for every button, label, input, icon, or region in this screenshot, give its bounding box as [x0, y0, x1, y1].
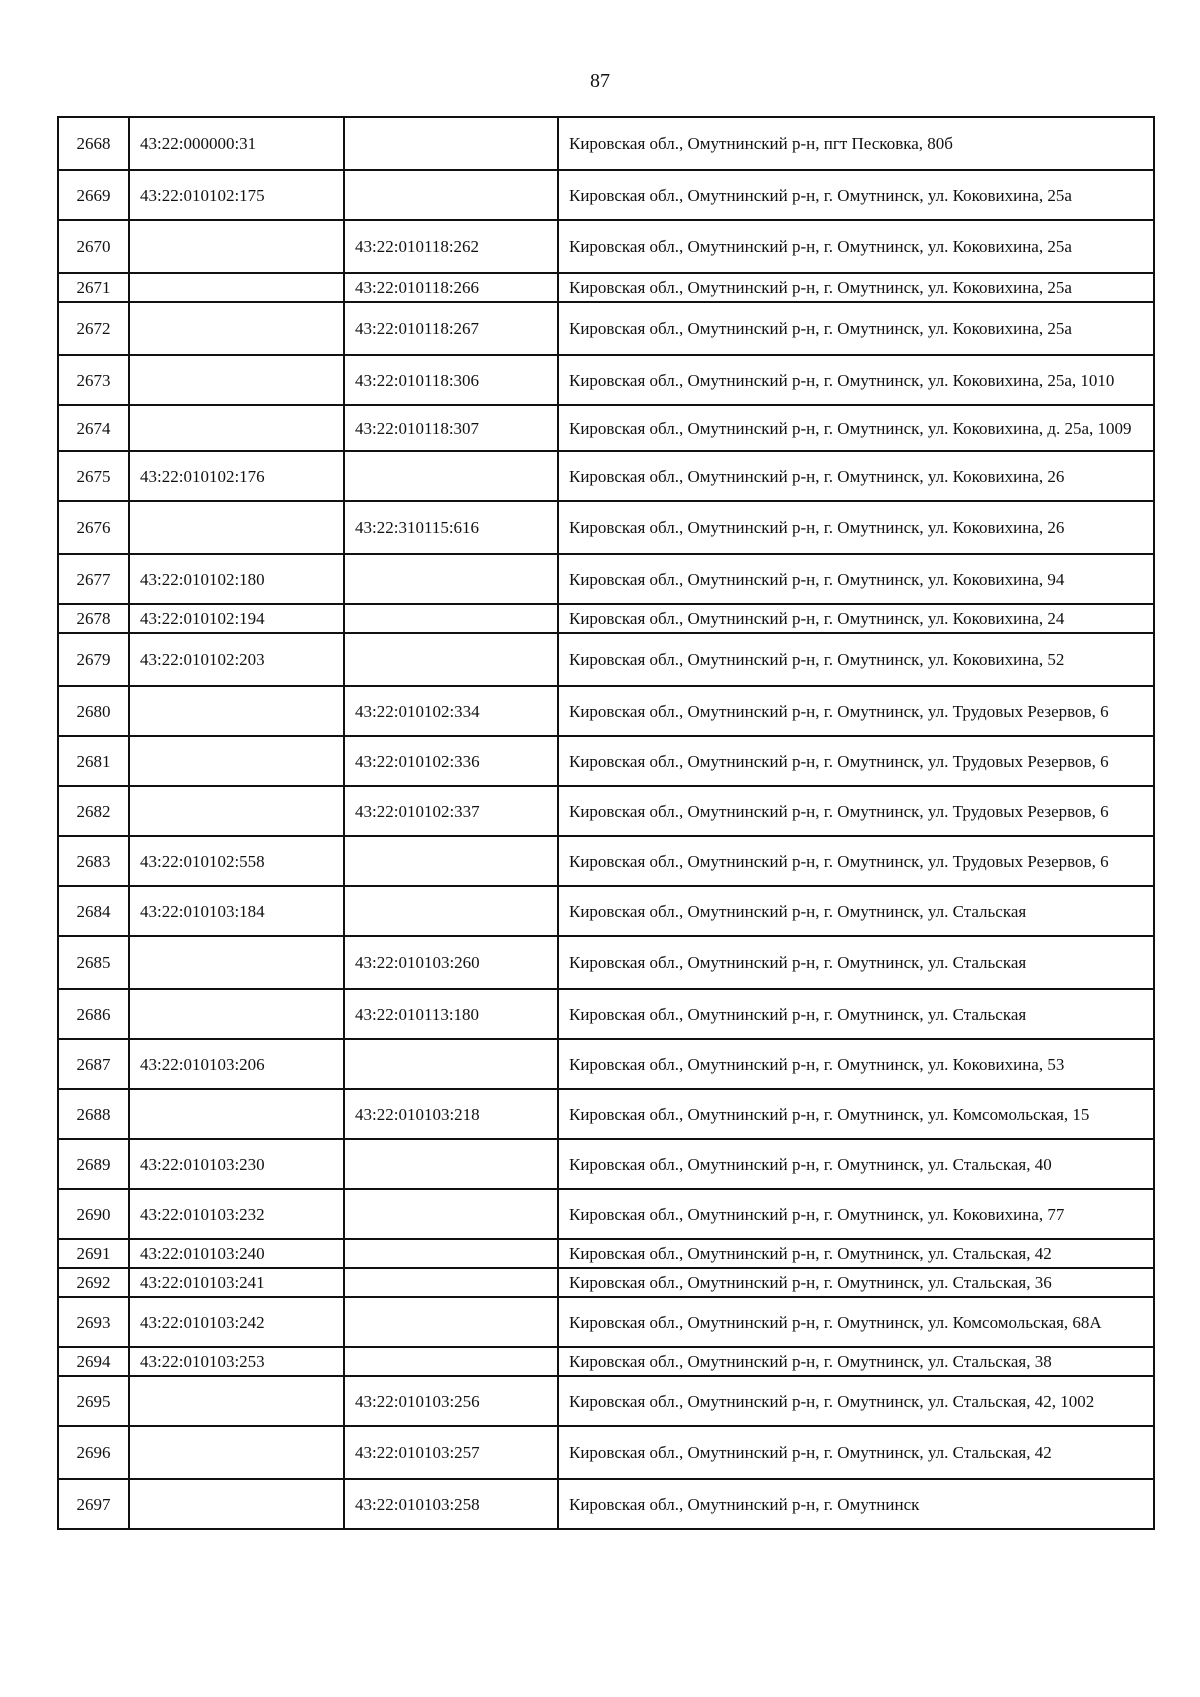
cadastral-number-building: [344, 1139, 558, 1189]
address-cell: Кировская обл., Омутнинский р-н, г. Омутнинск, ул. Коковихина, 25а, 1010: [558, 355, 1154, 405]
row-number: 2683: [58, 836, 129, 886]
table-row: [58, 554, 1154, 604]
row-number: 2678: [58, 604, 129, 633]
cadastral-number-building: 43:22:010102:334: [344, 686, 558, 736]
table-row: [58, 355, 1154, 405]
address-cell: Кировская обл., Омутнинский р-н, г. Омутнинск, ул. Трудовых Резервов, 6: [558, 736, 1154, 786]
table-row: [58, 1039, 1154, 1089]
row-number: 2669: [58, 170, 129, 220]
cadastral-number-land: 43:22:010102:180: [129, 554, 344, 604]
cadastral-number-land: [129, 501, 344, 554]
row-number: 2682: [58, 786, 129, 836]
cadastral-number-land: [129, 220, 344, 273]
address-cell: Кировская обл., Омутнинский р-н, г. Омутнинск, ул. Комсомольская, 15: [558, 1089, 1154, 1139]
row-number: 2677: [58, 554, 129, 604]
registry-table-body: [58, 117, 1154, 1529]
address-cell: Кировская обл., Омутнинский р-н, г. Омутнинск, ул. Коковихина, 26: [558, 501, 1154, 554]
row-number: 2676: [58, 501, 129, 554]
row-number: 2694: [58, 1347, 129, 1376]
address-cell: Кировская обл., Омутнинский р-н, г. Омутнинск, ул. Коковихина, 25а: [558, 273, 1154, 302]
cadastral-number-land: 43:22:010102:203: [129, 633, 344, 686]
row-number: 2680: [58, 686, 129, 736]
cadastral-number-building: 43:22:010113:180: [344, 989, 558, 1039]
cadastral-number-land: 43:22:010102:558: [129, 836, 344, 886]
cadastral-number-land: [129, 1376, 344, 1426]
row-number: 2685: [58, 936, 129, 989]
table-row: [58, 936, 1154, 989]
cadastral-number-building: [344, 117, 558, 170]
cadastral-number-land: 43:22:010103:242: [129, 1297, 344, 1347]
table-row: [58, 836, 1154, 886]
address-cell: Кировская обл., Омутнинский р-н, г. Омутнинск: [558, 1479, 1154, 1529]
row-number: 2690: [58, 1189, 129, 1239]
row-number: 2688: [58, 1089, 129, 1139]
table-row: [58, 1479, 1154, 1529]
cadastral-number-land: [129, 1089, 344, 1139]
table-row: [58, 1426, 1154, 1479]
cadastral-number-building: 43:22:010118:266: [344, 273, 558, 302]
cadastral-number-land: [129, 936, 344, 989]
address-cell: Кировская обл., Омутнинский р-н, г. Омутнинск, ул. Стальская: [558, 886, 1154, 936]
address-cell: Кировская обл., Омутнинский р-н, г. Омутнинск, ул. Коковихина, 53: [558, 1039, 1154, 1089]
cadastral-number-building: 43:22:010103:256: [344, 1376, 558, 1426]
table-row: [58, 1089, 1154, 1139]
cadastral-number-building: [344, 1039, 558, 1089]
row-number: 2697: [58, 1479, 129, 1529]
cadastral-number-land: 43:22:010103:230: [129, 1139, 344, 1189]
row-number: 2692: [58, 1268, 129, 1297]
cadastral-number-land: 43:22:010102:175: [129, 170, 344, 220]
cadastral-number-building: 43:22:010102:337: [344, 786, 558, 836]
page-number: 87: [590, 70, 610, 92]
cadastral-number-land: 43:22:010103:253: [129, 1347, 344, 1376]
row-number: 2686: [58, 989, 129, 1039]
cadastral-number-building: [344, 1297, 558, 1347]
table-row: [58, 220, 1154, 273]
table-row: [58, 501, 1154, 554]
cadastral-number-land: 43:22:010103:184: [129, 886, 344, 936]
cadastral-number-land: [129, 786, 344, 836]
row-number: 2681: [58, 736, 129, 786]
row-number: 2695: [58, 1376, 129, 1426]
cadastral-number-land: [129, 355, 344, 405]
table-row: [58, 686, 1154, 736]
row-number: 2691: [58, 1239, 129, 1268]
table-row: [58, 886, 1154, 936]
cadastral-number-building: 43:22:010118:262: [344, 220, 558, 273]
table-row: [58, 1297, 1154, 1347]
cadastral-number-building: 43:22:010103:258: [344, 1479, 558, 1529]
cadastral-number-land: 43:22:010102:194: [129, 604, 344, 633]
address-cell: Кировская обл., Омутнинский р-н, г. Омутнинск, ул. Трудовых Резервов, 6: [558, 786, 1154, 836]
cadastral-number-building: 43:22:010118:267: [344, 302, 558, 355]
address-cell: Кировская обл., Омутнинский р-н, г. Омутнинск, ул. Стальская: [558, 936, 1154, 989]
cadastral-number-land: 43:22:000000:31: [129, 117, 344, 170]
address-cell: Кировская обл., Омутнинский р-н, г. Омутнинск, ул. Коковихина, 26: [558, 451, 1154, 501]
registry-table: [57, 116, 1155, 1530]
cadastral-number-building: [344, 451, 558, 501]
address-cell: Кировская обл., Омутнинский р-н, г. Омутнинск, ул. Стальская, 42: [558, 1426, 1154, 1479]
table-row: [58, 273, 1154, 302]
table-row: [58, 633, 1154, 686]
cadastral-number-land: 43:22:010103:206: [129, 1039, 344, 1089]
address-cell: Кировская обл., Омутнинский р-н, г. Омутнинск, ул. Коковихина, 25а: [558, 302, 1154, 355]
table-row: [58, 736, 1154, 786]
table-row: [58, 604, 1154, 633]
cadastral-number-building: [344, 554, 558, 604]
table-row: [58, 405, 1154, 451]
row-number: 2672: [58, 302, 129, 355]
cadastral-number-building: 43:22:010118:307: [344, 405, 558, 451]
address-cell: Кировская обл., Омутнинский р-н, г. Омутнинск, ул. Стальская, 42: [558, 1239, 1154, 1268]
address-cell: Кировская обл., Омутнинский р-н, г. Омутнинск, ул. Коковихина, 25а: [558, 170, 1154, 220]
address-cell: Кировская обл., Омутнинский р-н, г. Омутнинск, ул. Комсомольская, 68А: [558, 1297, 1154, 1347]
table-row: [58, 1376, 1154, 1426]
cadastral-number-building: 43:22:310115:616: [344, 501, 558, 554]
address-cell: Кировская обл., Омутнинский р-н, г. Омутнинск, ул. Коковихина, 52: [558, 633, 1154, 686]
row-number: 2684: [58, 886, 129, 936]
cadastral-number-building: 43:22:010103:218: [344, 1089, 558, 1139]
cadastral-number-building: [344, 604, 558, 633]
table-row: [58, 989, 1154, 1039]
table-row: [58, 1239, 1154, 1268]
cadastral-number-land: [129, 1426, 344, 1479]
address-cell: Кировская обл., Омутнинский р-н, г. Омутнинск, ул. Стальская, 42, 1002: [558, 1376, 1154, 1426]
cadastral-number-land: [129, 273, 344, 302]
table-row: [58, 451, 1154, 501]
row-number: 2687: [58, 1039, 129, 1089]
cadastral-number-land: 43:22:010102:176: [129, 451, 344, 501]
row-number: 2693: [58, 1297, 129, 1347]
cadastral-number-building: 43:22:010103:260: [344, 936, 558, 989]
row-number: 2679: [58, 633, 129, 686]
row-number: 2696: [58, 1426, 129, 1479]
table-row: [58, 117, 1154, 170]
cadastral-number-building: [344, 633, 558, 686]
cadastral-number-building: 43:22:010102:336: [344, 736, 558, 786]
cadastral-number-land: 43:22:010103:240: [129, 1239, 344, 1268]
table-row: [58, 302, 1154, 355]
cadastral-number-land: [129, 686, 344, 736]
address-cell: Кировская обл., Омутнинский р-н, г. Омутнинск, ул. Коковихина, 24: [558, 604, 1154, 633]
address-cell: Кировская обл., Омутнинский р-н, г. Омутнинск, ул. Коковихина, д. 25а, 1009: [558, 405, 1154, 451]
address-cell: Кировская обл., Омутнинский р-н, пгт Песковка, 80б: [558, 117, 1154, 170]
cadastral-number-land: [129, 405, 344, 451]
address-cell: Кировская обл., Омутнинский р-н, г. Омутнинск, ул. Коковихина, 77: [558, 1189, 1154, 1239]
cadastral-number-building: [344, 836, 558, 886]
address-cell: Кировская обл., Омутнинский р-н, г. Омутнинск, ул. Трудовых Резервов, 6: [558, 836, 1154, 886]
row-number: 2670: [58, 220, 129, 273]
cadastral-number-land: [129, 736, 344, 786]
cadastral-number-land: [129, 302, 344, 355]
cadastral-number-building: [344, 1239, 558, 1268]
cadastral-number-building: [344, 170, 558, 220]
cadastral-number-building: 43:22:010103:257: [344, 1426, 558, 1479]
cadastral-number-land: 43:22:010103:241: [129, 1268, 344, 1297]
address-cell: Кировская обл., Омутнинский р-н, г. Омутнинск, ул. Трудовых Резервов, 6: [558, 686, 1154, 736]
row-number: 2674: [58, 405, 129, 451]
address-cell: Кировская обл., Омутнинский р-н, г. Омутнинск, ул. Стальская, 38: [558, 1347, 1154, 1376]
row-number: 2668: [58, 117, 129, 170]
address-cell: Кировская обл., Омутнинский р-н, г. Омутнинск, ул. Стальская, 40: [558, 1139, 1154, 1189]
table-row: [58, 1189, 1154, 1239]
address-cell: Кировская обл., Омутнинский р-н, г. Омутнинск, ул. Коковихина, 25а: [558, 220, 1154, 273]
row-number: 2673: [58, 355, 129, 405]
cadastral-number-land: 43:22:010103:232: [129, 1189, 344, 1239]
cadastral-number-land: [129, 989, 344, 1039]
table-row: [58, 1347, 1154, 1376]
table-row: [58, 786, 1154, 836]
address-cell: Кировская обл., Омутнинский р-н, г. Омутнинск, ул. Коковихина, 94: [558, 554, 1154, 604]
cadastral-number-building: 43:22:010118:306: [344, 355, 558, 405]
table-row: [58, 1268, 1154, 1297]
address-cell: Кировская обл., Омутнинский р-н, г. Омутнинск, ул. Стальская, 36: [558, 1268, 1154, 1297]
address-cell: Кировская обл., Омутнинский р-н, г. Омутнинск, ул. Стальская: [558, 989, 1154, 1039]
cadastral-number-building: [344, 1347, 558, 1376]
row-number: 2675: [58, 451, 129, 501]
table-row: [58, 170, 1154, 220]
cadastral-number-building: [344, 886, 558, 936]
table-row: [58, 1139, 1154, 1189]
cadastral-number-building: [344, 1268, 558, 1297]
row-number: 2671: [58, 273, 129, 302]
cadastral-number-land: [129, 1479, 344, 1529]
row-number: 2689: [58, 1139, 129, 1189]
cadastral-number-building: [344, 1189, 558, 1239]
